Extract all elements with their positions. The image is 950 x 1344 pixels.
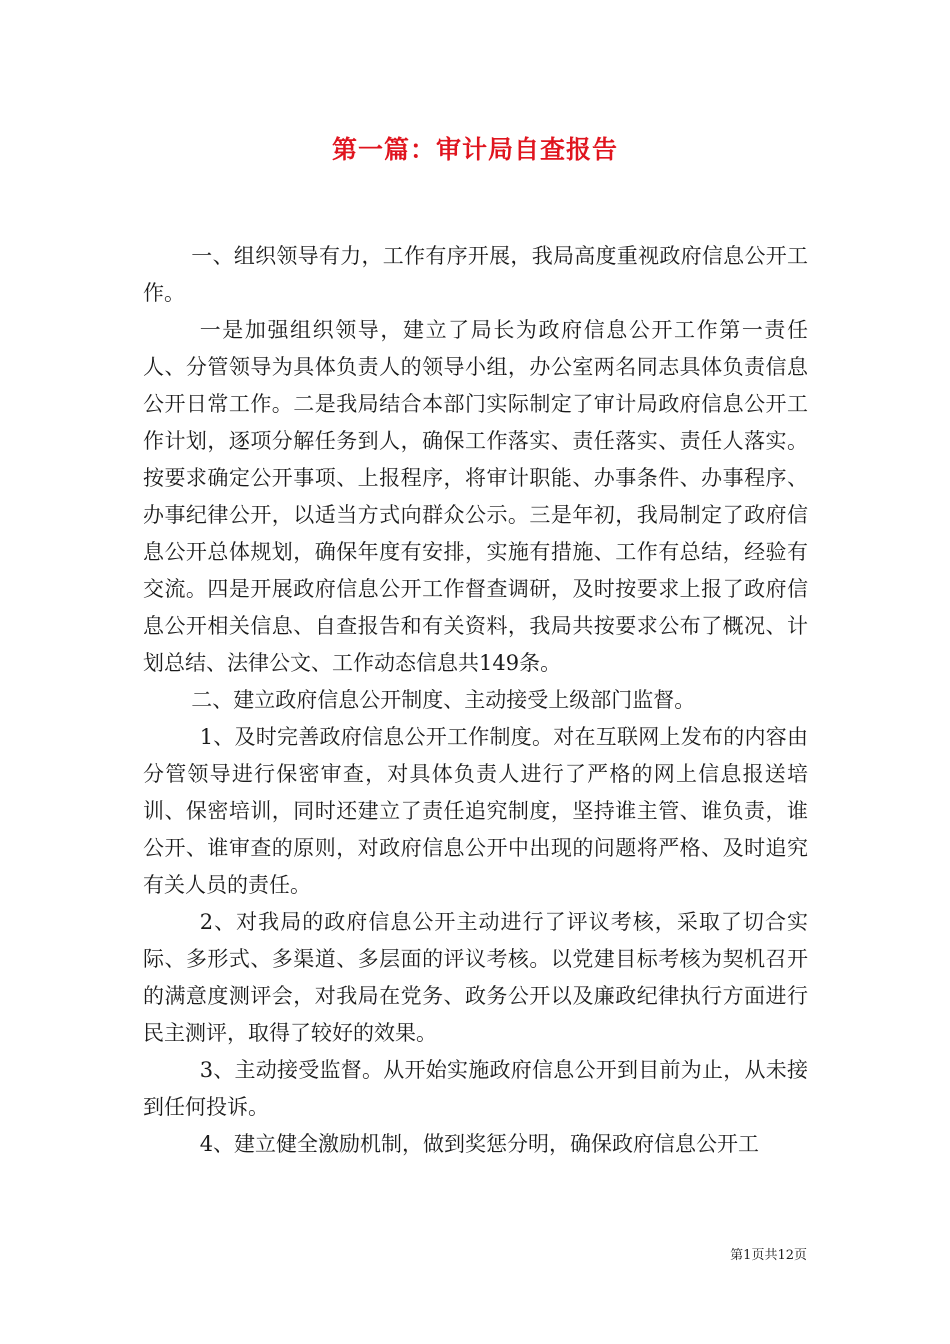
- paragraph-4: 1、及时完善政府信息公开工作制度。对在互联网上发布的内容由分管领导进行保密审查，对具体负责人进行了严格的网上信息报送培训、保密培训，同时还建立了责任追究制度，坚持谁主管、谁负责，谁公开、谁审查的原则，对政府信息公开中出现的问题将严格、及时追究有关人员的责任。: [143, 725, 808, 897]
- paragraph-1: 一、组织领导有力，工作有序开展，我局高度重视政府信息公开工作。: [143, 244, 808, 305]
- paragraph-7: 4、建立健全激励机制，做到奖惩分明，确保政府信息公开工: [199, 1132, 760, 1156]
- paragraph-3: 二、建立政府信息公开制度、主动接受上级部门监督。: [191, 688, 696, 712]
- paragraph-5: 2、对我局的政府信息公开主动进行了评议考核，采取了切合实际、多形式、多渠道、多层面的评议考核。以党建目标考核为契机召开的满意度测评会，对我局在党务、政务公开以及廉政纪律执行方面进行民主测评，取得了较好的效果。: [143, 910, 808, 1045]
- page-footer: 第1页共12页: [730, 1248, 807, 1263]
- document-body: [143, 238, 808, 1163]
- document-title: 第一篇：审计局自查报告: [331, 135, 618, 164]
- paragraph-2: 一是加强组织领导，建立了局长为政府信息公开工作第一责任人、分管领导为具体负责人的领导小组，办公室两名同志具体负责信息公开日常工作。二是我局结合本部门实际制定了审计局政府信息公开工作计划，逐项分解任务到人，确保工作落实、责任落实、责任人落实。按要求确定公开事项、上报程序，将审计职能、办事条件、办事程序、办事纪律公开，以适当方式向群众公示。三是年初，我局制定了政府信息公开总体规划，确保年度有安排，实施有措施、工作有总结，经验有交流。四是开展政府信息公开工作督查调研，及时按要求上报了政府信息公开相关信息、自查报告和有关资料，我局共按要求公布了概况、计划总结、法律公文、工作动态信息共149条。: [143, 318, 808, 675]
- paragraph-6: 3、主动接受监督。从开始实施政府信息公开到目前为止，从未接到任何投诉。: [143, 1058, 808, 1119]
